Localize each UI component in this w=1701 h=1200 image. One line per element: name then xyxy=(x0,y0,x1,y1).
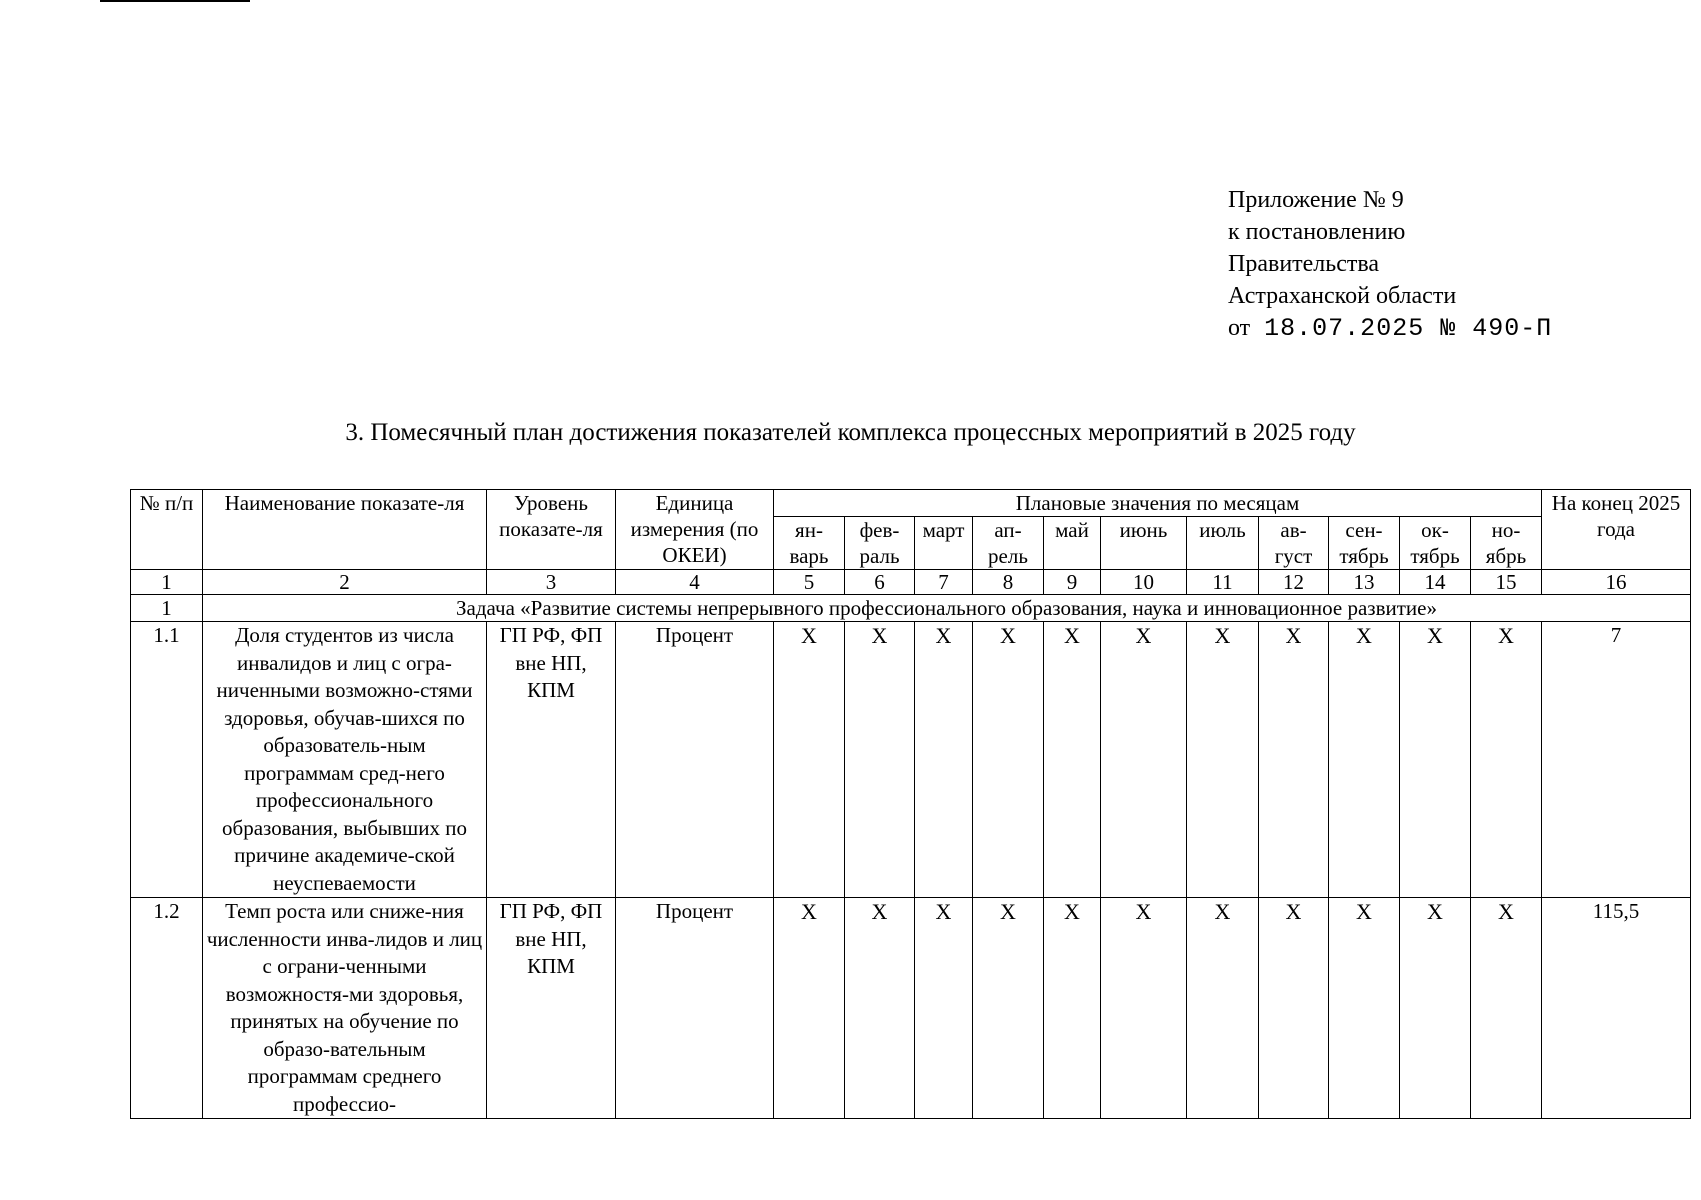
stamp-prefix: от xyxy=(1228,315,1251,341)
row-month-value: X xyxy=(1400,622,1471,898)
header-num: № п/п xyxy=(131,490,203,570)
row-indicator-name: Темп роста или сниже-ния численности инва-лидов и лиц с ограни-ченными возможностя-ми здоровья, принятых на обучение по образо-вательным программам среднего профессио- xyxy=(203,898,487,1119)
row-month-value: X xyxy=(1187,622,1259,898)
column-index: 5 xyxy=(774,570,845,595)
row-month-value: X xyxy=(1187,898,1259,1119)
column-index: 7 xyxy=(915,570,973,595)
column-index: 10 xyxy=(1101,570,1187,595)
row-level: ГП РФ, ФП вне НП, КПМ xyxy=(487,622,616,898)
header-name: Наименование показате-ля xyxy=(203,490,487,570)
row-month-value: X xyxy=(1259,898,1329,1119)
task-text: Задача «Развитие системы непрерывного профессионального образования, наука и инновационное развитие» xyxy=(203,595,1691,622)
row-month-value: X xyxy=(1101,622,1187,898)
header-month: июль xyxy=(1187,517,1259,570)
header-month: ап-рель xyxy=(973,517,1044,570)
task-num: 1 xyxy=(131,595,203,622)
column-index: 8 xyxy=(973,570,1044,595)
stamp-line-4: Астраханской области xyxy=(1228,283,1457,309)
stamp-line-1: Приложение № 9 xyxy=(1228,187,1404,213)
column-index: 11 xyxy=(1187,570,1259,595)
row-unit: Процент xyxy=(616,898,774,1119)
row-month-value: X xyxy=(1259,622,1329,898)
header-month: ян-варь xyxy=(774,517,845,570)
row-month-value: X xyxy=(973,622,1044,898)
row-month-value: X xyxy=(1471,898,1542,1119)
column-index: 6 xyxy=(845,570,915,595)
row-month-value: X xyxy=(774,622,845,898)
row-month-value: X xyxy=(973,898,1044,1119)
stamp-line-3: Правительства xyxy=(1228,251,1380,277)
header-month: июнь xyxy=(1101,517,1187,570)
row-year-end-value: 7 xyxy=(1542,622,1691,898)
row-month-value: X xyxy=(1101,898,1187,1119)
row-month-value: X xyxy=(1044,622,1101,898)
header-month: ок-тябрь xyxy=(1400,517,1471,570)
appendix-stamp xyxy=(1228,184,1552,345)
header-row xyxy=(131,490,1691,517)
row-num: 1.2 xyxy=(131,898,203,1119)
column-index: 2 xyxy=(203,570,487,595)
row-month-value: X xyxy=(915,898,973,1119)
column-index: 1 xyxy=(131,570,203,595)
column-index: 14 xyxy=(1400,570,1471,595)
header-end: На конец 2025 года xyxy=(1542,490,1691,570)
column-index: 13 xyxy=(1329,570,1400,595)
stamp-number: 18.07.2025 № 490-П xyxy=(1264,314,1553,343)
column-index: 3 xyxy=(487,570,616,595)
row-month-value: X xyxy=(1400,898,1471,1119)
header-month: но-ябрь xyxy=(1471,517,1542,570)
header-month: март xyxy=(915,517,973,570)
monthly-plan-table xyxy=(130,489,1691,1119)
row-month-value: X xyxy=(1044,898,1101,1119)
column-index-row xyxy=(131,570,1691,595)
stamp-line-2: к постановлению xyxy=(1228,219,1406,245)
header-plan: Плановые значения по месяцам xyxy=(774,490,1542,517)
row-indicator-name: Доля студентов из числа инвалидов и лиц с огра-ниченными возможно-стями здоровья, обучав-шихся по образователь-ным программам сред-него профессионального образования, выбывших по причине академиче-ской неуспеваемости xyxy=(203,622,487,898)
page-title-text: 3. Помесячный план достижения показателей комплекса процессных мероприятий в 2025 году xyxy=(345,419,1356,446)
stamp-date-line xyxy=(1228,312,1552,345)
table-row xyxy=(131,622,1691,898)
column-index: 15 xyxy=(1471,570,1542,595)
header-level: Уровень показате-ля xyxy=(487,490,616,570)
scan-mark xyxy=(100,0,250,2)
row-month-value: X xyxy=(1471,622,1542,898)
task-row xyxy=(131,595,1691,622)
header-month: май xyxy=(1044,517,1101,570)
row-month-value: X xyxy=(845,898,915,1119)
row-month-value: X xyxy=(915,622,973,898)
header-unit: Единица измерения (по ОКЕИ) xyxy=(616,490,774,570)
row-level: ГП РФ, ФП вне НП, КПМ xyxy=(487,898,616,1119)
row-year-end-value: 115,5 xyxy=(1542,898,1691,1119)
row-unit: Процент xyxy=(616,622,774,898)
header-month: ав-густ xyxy=(1259,517,1329,570)
header-month: фев-раль xyxy=(845,517,915,570)
column-index: 9 xyxy=(1044,570,1101,595)
page-title xyxy=(0,419,1701,447)
row-num: 1.1 xyxy=(131,622,203,898)
row-month-value: X xyxy=(774,898,845,1119)
header-month: сен-тябрь xyxy=(1329,517,1400,570)
row-month-value: X xyxy=(845,622,915,898)
column-index: 16 xyxy=(1542,570,1691,595)
column-index: 4 xyxy=(616,570,774,595)
column-index: 12 xyxy=(1259,570,1329,595)
row-month-value: X xyxy=(1329,622,1400,898)
table-row xyxy=(131,898,1691,1119)
row-month-value: X xyxy=(1329,898,1400,1119)
